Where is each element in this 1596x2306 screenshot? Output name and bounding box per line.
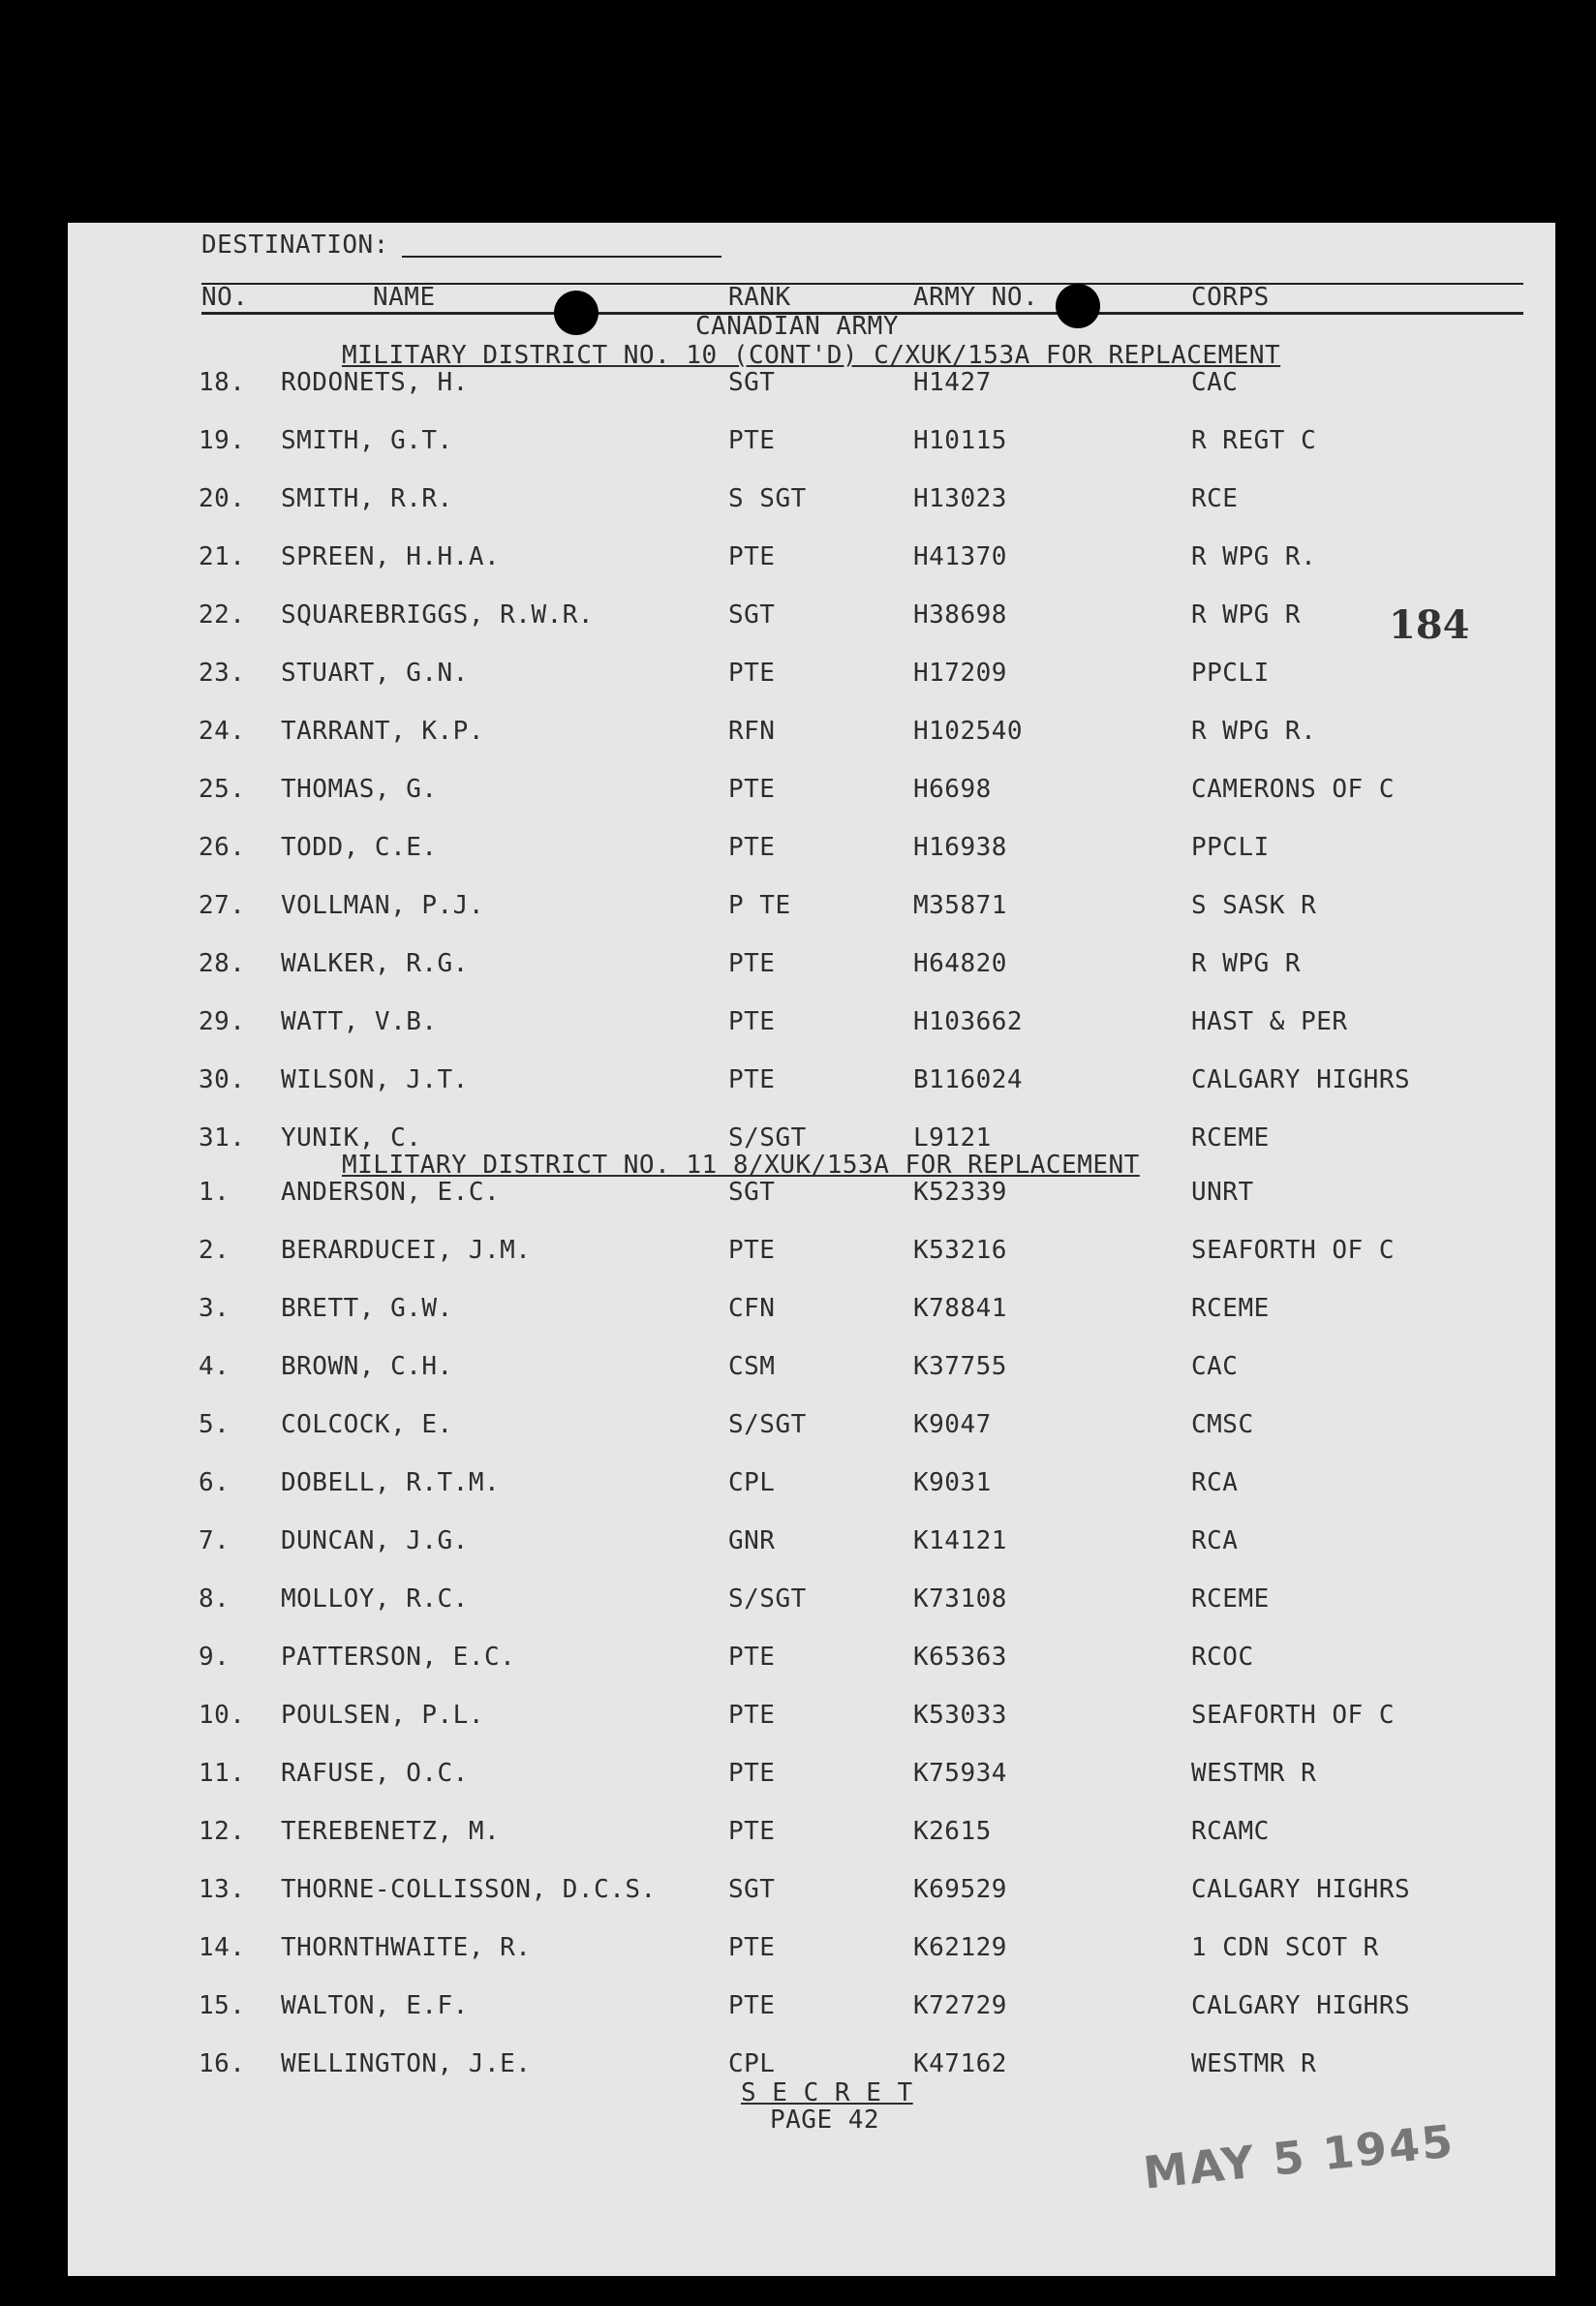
row-rank: CFN (728, 1294, 776, 1323)
row-rank: PTE (728, 1701, 776, 1730)
row-corps: PPCLI (1191, 833, 1270, 862)
table-row (68, 484, 1555, 523)
header-rank: RANK (728, 283, 791, 312)
row-number: 2. (199, 1236, 230, 1265)
row-name: WALTON, E.F. (281, 1991, 469, 2020)
row-name: BRETT, G.W. (281, 1294, 453, 1323)
row-number: 6. (199, 1468, 230, 1497)
row-number: 24. (199, 717, 246, 746)
row-army-no: K73108 (913, 1584, 1007, 1614)
row-army-no: K69529 (913, 1875, 1007, 1904)
row-rank: PTE (728, 833, 776, 862)
row-number: 3. (199, 1294, 230, 1323)
row-corps: RCA (1191, 1468, 1239, 1497)
section2-title: MILITARY DISTRICT NO. 11 8/XUK/153A FOR REPLACEMENT (342, 1151, 1140, 1180)
header-corps: CORPS (1191, 283, 1270, 312)
row-rank: CPL (728, 2049, 776, 2078)
table-row (68, 717, 1555, 755)
page-number-mark: 184 (1389, 602, 1470, 648)
table-row (68, 1933, 1555, 1972)
header-no: NO. (201, 283, 249, 312)
footer-secret: S E C R E T (741, 2078, 913, 2107)
row-army-no: K62129 (913, 1933, 1007, 1962)
table-row (68, 1759, 1555, 1798)
table-row (68, 1294, 1555, 1333)
table-row (68, 1065, 1555, 1104)
punch-hole-left (554, 291, 598, 335)
row-number: 21. (199, 542, 246, 571)
row-army-no: H17209 (913, 659, 1007, 688)
row-name: DOBELL, R.T.M. (281, 1468, 501, 1497)
table-row (68, 833, 1555, 872)
row-number: 23. (199, 659, 246, 688)
row-number: 20. (199, 484, 246, 513)
row-number: 9. (199, 1643, 230, 1672)
row-army-no: K78841 (913, 1294, 1007, 1323)
row-number: 15. (199, 1991, 246, 2020)
row-army-no: K72729 (913, 1991, 1007, 2020)
row-army-no: K65363 (913, 1643, 1007, 1672)
row-name: THORNE-COLLISSON, D.C.S. (281, 1875, 657, 1904)
table-row (68, 949, 1555, 988)
row-rank: PTE (728, 949, 776, 978)
row-number: 16. (199, 2049, 246, 2078)
row-corps: RCE (1191, 484, 1239, 513)
row-name: BERARDUCEI, J.M. (281, 1236, 532, 1265)
row-army-no: K37755 (913, 1352, 1007, 1381)
row-army-no: H103662 (913, 1007, 1024, 1036)
table-row (68, 659, 1555, 697)
row-corps: RCEME (1191, 1584, 1270, 1614)
row-army-no: H10115 (913, 426, 1007, 455)
row-name: DUNCAN, J.G. (281, 1526, 469, 1555)
row-name: PATTERSON, E.C. (281, 1643, 516, 1672)
row-army-no: K52339 (913, 1178, 1007, 1207)
row-army-no: B116024 (913, 1065, 1024, 1094)
row-corps: CALGARY HIGHRS (1191, 1991, 1411, 2020)
destination-blank-line (402, 256, 721, 258)
row-army-no: H102540 (913, 717, 1024, 746)
row-army-no: K75934 (913, 1759, 1007, 1788)
row-corps: WESTMR R (1191, 2049, 1317, 2078)
row-corps: SEAFORTH OF C (1191, 1236, 1395, 1265)
table-row (68, 1991, 1555, 2030)
row-corps: HAST & PER (1191, 1007, 1348, 1036)
row-corps: CAMERONS OF C (1191, 775, 1395, 804)
row-rank: PTE (728, 1933, 776, 1962)
row-corps: RCOC (1191, 1643, 1254, 1672)
row-corps: CAC (1191, 1352, 1239, 1381)
row-army-no: K9031 (913, 1468, 992, 1497)
table-row (68, 1468, 1555, 1507)
row-number: 22. (199, 600, 246, 630)
row-number: 14. (199, 1933, 246, 1962)
table-row (68, 426, 1555, 465)
row-army-no: K9047 (913, 1410, 992, 1439)
document-page (68, 223, 1555, 2276)
row-army-no: K47162 (913, 2049, 1007, 2078)
row-army-no: K2615 (913, 1817, 992, 1846)
row-rank: SGT (728, 600, 776, 630)
table-row (68, 1643, 1555, 1681)
row-name: SMITH, R.R. (281, 484, 453, 513)
row-name: RODONETS, H. (281, 368, 469, 397)
table-row (68, 775, 1555, 814)
row-number: 11. (199, 1759, 246, 1788)
destination-label: DESTINATION: (201, 231, 389, 260)
row-number: 29. (199, 1007, 246, 1036)
row-corps: R REGT C (1191, 426, 1317, 455)
row-rank: PTE (728, 1007, 776, 1036)
row-rank: PTE (728, 659, 776, 688)
row-corps: RCEME (1191, 1123, 1270, 1153)
row-number: 19. (199, 426, 246, 455)
row-corps: PPCLI (1191, 659, 1270, 688)
row-corps: RCEME (1191, 1294, 1270, 1323)
row-rank: SGT (728, 1875, 776, 1904)
table-row (68, 1410, 1555, 1449)
row-name: YUNIK, C. (281, 1123, 422, 1153)
row-corps: R WPG R (1191, 949, 1302, 978)
row-number: 1. (199, 1178, 230, 1207)
row-corps: SEAFORTH OF C (1191, 1701, 1395, 1730)
row-name: COLCOCK, E. (281, 1410, 453, 1439)
row-name: STUART, G.N. (281, 659, 469, 688)
row-number: 10. (199, 1701, 246, 1730)
table-row (68, 1526, 1555, 1565)
row-name: SPREEN, H.H.A. (281, 542, 501, 571)
row-army-no: M35871 (913, 891, 1007, 920)
row-number: 30. (199, 1065, 246, 1094)
row-army-no: K14121 (913, 1526, 1007, 1555)
row-rank: CPL (728, 1468, 776, 1497)
header-army-no: ARMY NO. (913, 283, 1039, 312)
row-rank: PTE (728, 542, 776, 571)
date-stamp: MAY 5 1945 (1141, 2114, 1458, 2199)
row-rank: CSM (728, 1352, 776, 1381)
row-rank: PTE (728, 426, 776, 455)
row-corps: CALGARY HIGHRS (1191, 1065, 1411, 1094)
row-name: SQUAREBRIGGS, R.W.R. (281, 600, 595, 630)
row-name: RAFUSE, O.C. (281, 1759, 469, 1788)
row-number: 7. (199, 1526, 230, 1555)
table-row (68, 1875, 1555, 1914)
row-rank: RFN (728, 717, 776, 746)
row-rank: PTE (728, 1065, 776, 1094)
row-name: VOLLMAN, P.J. (281, 891, 484, 920)
row-name: ANDERSON, E.C. (281, 1178, 501, 1207)
row-name: TARRANT, K.P. (281, 717, 484, 746)
row-rank: S/SGT (728, 1410, 807, 1439)
army-title: CANADIAN ARMY (695, 312, 899, 341)
table-row (68, 1178, 1555, 1216)
row-rank: S/SGT (728, 1584, 807, 1614)
row-corps: CALGARY HIGHRS (1191, 1875, 1411, 1904)
row-army-no: K53216 (913, 1236, 1007, 1265)
row-corps: 1 CDN SCOT R (1191, 1933, 1379, 1962)
row-rank: PTE (728, 1991, 776, 2020)
row-name: WILSON, J.T. (281, 1065, 469, 1094)
row-name: MOLLOY, R.C. (281, 1584, 469, 1614)
row-corps: UNRT (1191, 1178, 1254, 1207)
row-number: 27. (199, 891, 246, 920)
table-row (68, 891, 1555, 930)
row-name: WATT, V.B. (281, 1007, 438, 1036)
row-number: 13. (199, 1875, 246, 1904)
row-rank: PTE (728, 775, 776, 804)
table-row (68, 600, 1555, 639)
table-row (68, 1584, 1555, 1623)
row-rank: PTE (728, 1236, 776, 1265)
header-name: NAME (373, 283, 436, 312)
row-rank: SGT (728, 368, 776, 397)
row-rank: SGT (728, 1178, 776, 1207)
row-rank: S/SGT (728, 1123, 807, 1153)
row-number: 28. (199, 949, 246, 978)
row-army-no: H13023 (913, 484, 1007, 513)
row-corps: RCAMC (1191, 1817, 1270, 1846)
row-corps: CAC (1191, 368, 1239, 397)
table-row (68, 1701, 1555, 1739)
row-army-no: L9121 (913, 1123, 992, 1153)
row-rank: PTE (728, 1817, 776, 1846)
row-rank: P TE (728, 891, 791, 920)
row-corps: R WPG R (1191, 600, 1302, 630)
row-name: SMITH, G.T. (281, 426, 453, 455)
table-row (68, 1236, 1555, 1275)
row-name: TEREBENETZ, M. (281, 1817, 501, 1846)
row-corps: WESTMR R (1191, 1759, 1317, 1788)
row-army-no: H64820 (913, 949, 1007, 978)
table-row (68, 542, 1555, 581)
row-rank: GNR (728, 1526, 776, 1555)
row-number: 18. (199, 368, 246, 397)
footer-page: PAGE 42 (770, 2106, 880, 2135)
row-army-no: K53033 (913, 1701, 1007, 1730)
row-army-no: H1427 (913, 368, 992, 397)
table-row (68, 1817, 1555, 1856)
row-army-no: H38698 (913, 600, 1007, 630)
section1-title: MILITARY DISTRICT NO. 10 (CONT'D) C/XUK/153A FOR REPLACEMENT (342, 341, 1281, 370)
punch-hole-right (1056, 284, 1100, 328)
row-number: 25. (199, 775, 246, 804)
row-name: BROWN, C.H. (281, 1352, 453, 1381)
row-number: 12. (199, 1817, 246, 1846)
row-name: THOMAS, G. (281, 775, 438, 804)
row-army-no: H6698 (913, 775, 992, 804)
row-number: 31. (199, 1123, 246, 1153)
row-army-no: H16938 (913, 833, 1007, 862)
table-row (68, 368, 1555, 407)
row-corps: CMSC (1191, 1410, 1254, 1439)
row-number: 5. (199, 1410, 230, 1439)
row-name: POULSEN, P.L. (281, 1701, 484, 1730)
row-rank: S SGT (728, 484, 807, 513)
row-rank: PTE (728, 1643, 776, 1672)
row-rank: PTE (728, 1759, 776, 1788)
row-name: TODD, C.E. (281, 833, 438, 862)
table-row (68, 1007, 1555, 1046)
row-name: WALKER, R.G. (281, 949, 469, 978)
row-name: WELLINGTON, J.E. (281, 2049, 532, 2078)
row-corps: S SASK R (1191, 891, 1317, 920)
row-number: 26. (199, 833, 246, 862)
row-corps: R WPG R. (1191, 542, 1317, 571)
row-name: THORNTHWAITE, R. (281, 1933, 532, 1962)
row-number: 4. (199, 1352, 230, 1381)
table-row (68, 1352, 1555, 1391)
row-number: 8. (199, 1584, 230, 1614)
row-corps: R WPG R. (1191, 717, 1317, 746)
row-army-no: H41370 (913, 542, 1007, 571)
row-corps: RCA (1191, 1526, 1239, 1555)
